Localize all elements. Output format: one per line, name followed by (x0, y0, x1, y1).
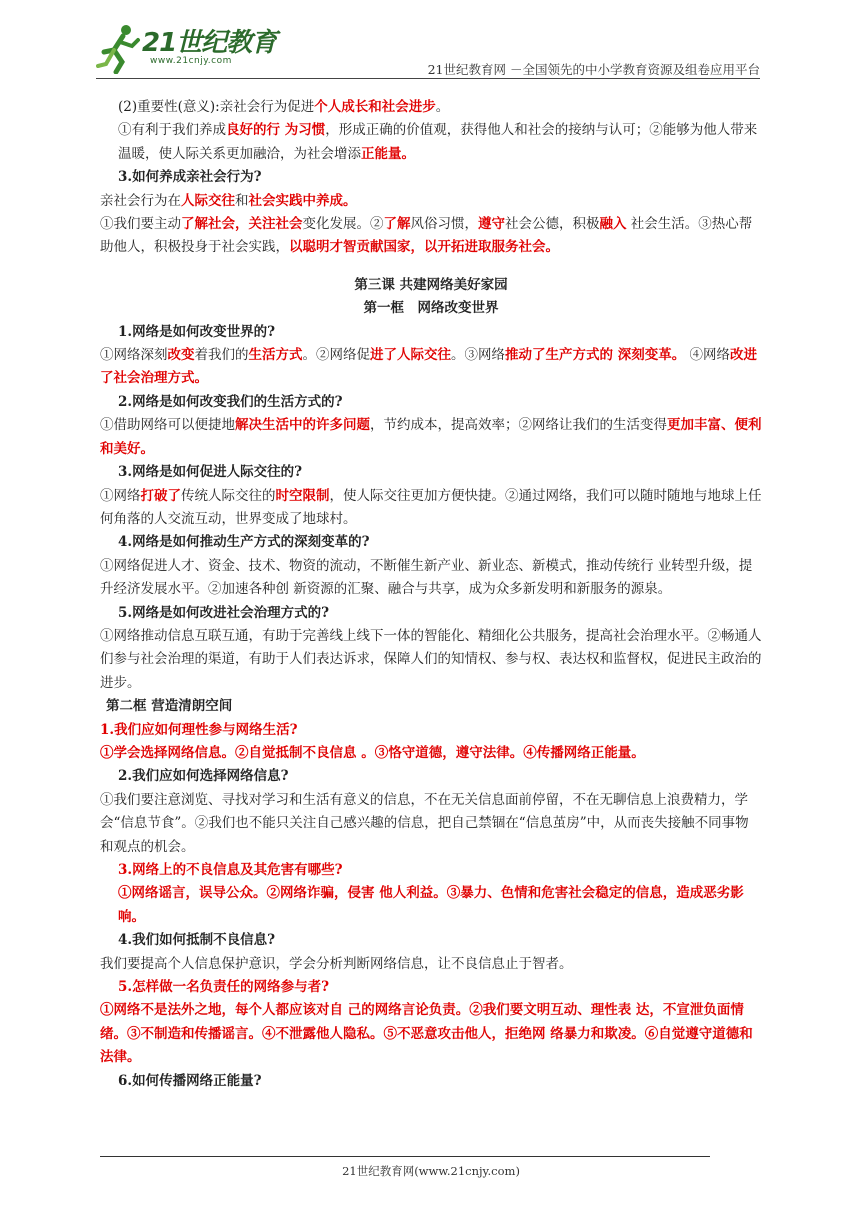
paragraph (100, 461, 762, 484)
highlight-text: 社会实践中养成。 (248, 192, 357, 209)
body-text: ④网络 (685, 347, 730, 364)
body-text: (2)重要性(意义):亲社会行为促进 (118, 99, 315, 115)
paragraph (100, 976, 762, 999)
body-text: 。 (435, 99, 450, 115)
footer-divider (100, 1156, 710, 1157)
body-text: ①有利于我们养成 (118, 122, 226, 139)
page-header (96, 18, 760, 80)
page-footer (100, 1156, 762, 1179)
body-text: ①网络推动信息互联互通，有助于完善线上线下一体的智能化、精细化公共服务，提高社会治理水平。②畅通人们参与社会治理的渠道，有助于人们表达诉求，保障人们的知情权、参与权、表达权和监督权，促进民主政治的进步。 (100, 627, 762, 691)
highlight-text: 解决生活中的许多问题 (235, 417, 370, 434)
question-text: 3.网络是如何促进人际交往的? (118, 464, 303, 481)
highlight-text: 更加丰富、便利和美好。 (100, 417, 762, 457)
body-text: ①网络 (100, 487, 141, 504)
paragraph (100, 602, 762, 625)
question-text: 2.网络是如何改变我们的生活方式的? (118, 393, 343, 410)
paragraph (100, 166, 762, 189)
paragraph (100, 999, 762, 1069)
body-text: ①我们要主动 (100, 216, 181, 233)
question-text: 2.我们应如何选择网络信息? (118, 768, 289, 785)
paragraph (100, 213, 762, 260)
body-text: 。②网络促 (302, 347, 370, 364)
body-text: ①借助网络可以便捷地 (100, 417, 235, 434)
paragraph (100, 1070, 762, 1093)
highlight-text: 遵守 (478, 216, 505, 233)
paragraph (100, 485, 762, 532)
body-text: 社会公德，积极 (505, 216, 600, 233)
body-text: 我们要提高个人信息保护意识，学会分析判断网络信息，让不良信息止于智者。 (100, 955, 573, 972)
document-body (100, 96, 762, 1093)
paragraph (100, 190, 762, 213)
paragraph (100, 719, 762, 742)
question-text: 6.如何传播网络正能量? (118, 1072, 262, 1089)
body-text: 风俗习惯， (410, 216, 478, 233)
highlight-text: 融入 (599, 216, 627, 233)
highlight-text: 正能量。 (361, 145, 415, 162)
section-heading (100, 274, 762, 297)
section-gap (100, 260, 762, 274)
body-text: 第一框 网络改变世界 (363, 300, 499, 317)
paragraph (100, 625, 762, 695)
highlight-text: 改变 (167, 347, 195, 364)
highlight-text: 以聪明才智贡献国家，以开拓进取服务社会。 (289, 239, 559, 256)
paragraph (100, 119, 762, 166)
body-text: 。③网络 (451, 347, 505, 364)
body-text: ①网络促进人才、资金、技术、物资的流动，不断催生新产业、新业态、新模式，推动传统行 业转型升级，提升经济发展水平。②加速各种创 新资源的汇聚、融合与共享，成为众多新发明和新服务的源泉。 (100, 557, 753, 598)
body-text: 亲社会行为在 (100, 192, 181, 209)
header-divider (96, 78, 760, 79)
question-text: 3.如何养成亲社会行为? (118, 169, 262, 186)
logo-url: www.21cnjy.com (150, 56, 232, 66)
body-text: ①我们要注意浏览、寻找对学习和生活有意义的信息，不在无关信息面前停留，不在无聊信息上浪费精力，学会“信息节食”。②我们也不能只关注自己感兴趣的信息，把自己禁锢在“信息茧房”中，从而丧失接触不同事物和观点的机会。 (100, 791, 749, 855)
paragraph (100, 695, 762, 718)
paragraph (100, 96, 762, 119)
highlight-text: 推动了生产方式的 深刻变革。 (505, 347, 686, 364)
body-text: ，形成正确的价值观，获得他人和社会的接纳与认可；②能够为他人带来温暖，使人际关系更加融洽，为社会增添 (118, 122, 758, 162)
paragraph (100, 555, 762, 602)
highlight-text: 个人成长和社会进步 (314, 99, 436, 115)
highlight-text: 了解社会，关注社会 (181, 216, 303, 233)
body-text: ①网络深刻 (100, 347, 168, 364)
highlight-text: 时空限制 (275, 487, 330, 504)
paragraph (100, 859, 762, 882)
body-text: 传统人际交往的 (181, 487, 276, 504)
highlight-text: 1.我们应如何理性参与网络生活? (100, 721, 298, 738)
paragraph (100, 414, 762, 461)
question-text: 5.网络是如何改进社会治理方式的? (118, 604, 330, 621)
paragraph (100, 344, 762, 391)
body-text: 着我们的 (194, 347, 249, 364)
paragraph (100, 742, 762, 765)
question-text: 4.网络是如何推动生产方式的深刻变革的? (118, 534, 370, 551)
section-heading (100, 297, 762, 320)
paragraph (100, 953, 762, 976)
highlight-text: ①网络谣言，误导公众。②网络诈骗，侵害 他人利益。③暴力、色情和危害社会稳定的信息，造成恶劣影响。 (118, 885, 744, 925)
question-text: 1.网络是如何改变世界的? (118, 323, 276, 340)
highlight-text: ①学会选择网络信息。②自觉抵制不良信息 。③恪守道德，遵守法律。④传播网络正能量。 (100, 744, 645, 761)
paragraph (100, 391, 762, 414)
footer-text: 21世纪教育网(www.21cnjy.com) (342, 1164, 520, 1178)
logo-text: 21世纪教育 (142, 28, 277, 58)
question-text: 第二框 营造清朗空间 (106, 698, 233, 715)
highlight-text: 进了人际交往 (370, 347, 451, 364)
highlight-text: 打破了 (140, 487, 181, 504)
paragraph (100, 765, 762, 788)
body-text: 和 (235, 192, 249, 209)
paragraph (100, 531, 762, 554)
logo (96, 18, 277, 78)
highlight-text: ①网络不是法外之地，每个人都应该对自 己的网络言论负责。②我们要文明互动、理性表 达，不宣泄负面情绪。③不制造和传播谣言。④不泄露他人隐私。⑤不恶意攻击他人，拒绝网 络暴力和欺凌。⑥自觉遵守道德和法律。 (100, 1002, 753, 1066)
highlight-text: 5.怎样做一名负责任的网络参与者? (118, 979, 330, 996)
body-text: 社会生活。③热心帮助他人，积极投身于社会实践， (100, 216, 753, 256)
highlight-text: 改进了社会治理方式。 (100, 347, 757, 387)
highlight-text: 3.网络上的不良信息及其危害有哪些? (118, 862, 343, 878)
header-slogan: 21世纪教育网 －全国领先的中小学教育资源及组卷应用平台 (427, 62, 760, 77)
body-text: 第三课 共建网络美好家园 (354, 276, 508, 293)
runner-logo-icon (96, 22, 144, 74)
highlight-text: 人际交往 (181, 192, 235, 209)
body-text: 变化发展。② (302, 216, 384, 233)
paragraph (100, 789, 762, 859)
question-text: 4.我们如何抵制不良信息? (118, 932, 276, 949)
highlight-text: 生活方式 (248, 347, 303, 364)
paragraph (100, 929, 762, 952)
highlight-text: 良好的行 为习惯 (226, 122, 326, 139)
paragraph (100, 321, 762, 344)
paragraph (100, 882, 762, 929)
body-text: ，节约成本，提高效率；②网络让我们的生活变得 (370, 417, 667, 434)
body-text: ，使人际交往更加方便快捷。②通过网络，我们可以随时随地与地球上任何角落的人交流互动，世界变成了地球村。 (100, 487, 762, 527)
highlight-text: 了解 (383, 216, 411, 233)
